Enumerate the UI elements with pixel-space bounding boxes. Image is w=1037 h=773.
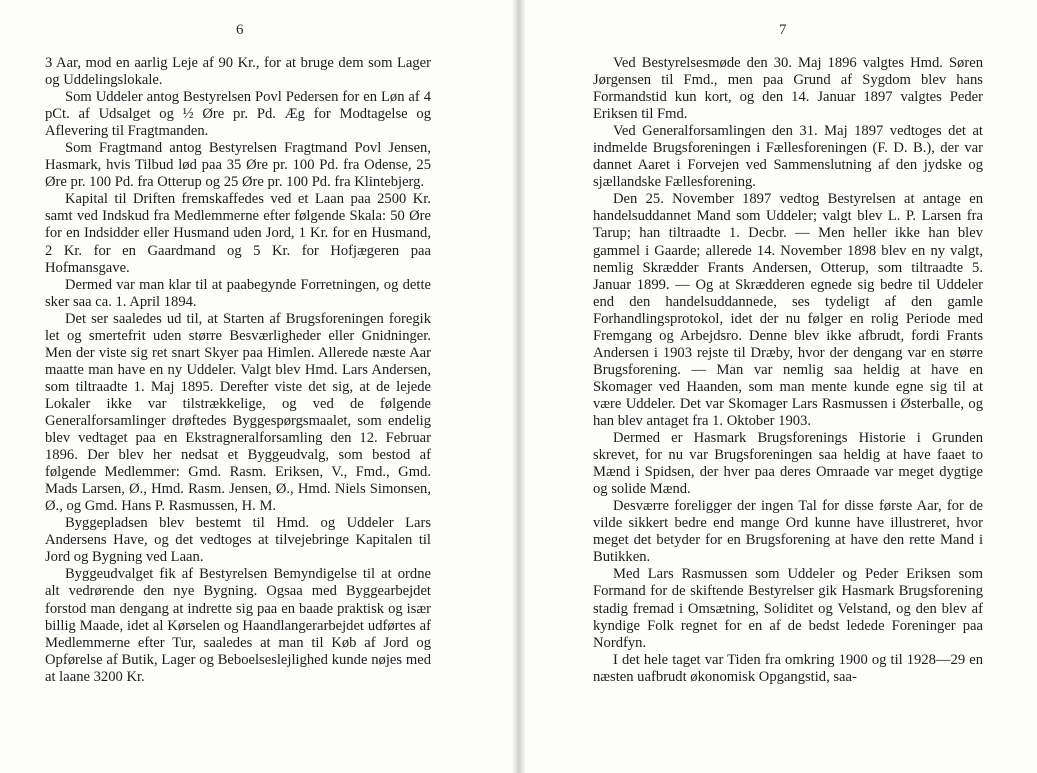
paragraph: Den 25. November 1897 vedtog Bestyrelsen at antage en handelsuddannet Mand som Uddeler; valgt blev L. P. Larsen fra Tarup; han tiltraadte 1. Decbr. — Men heller ikke han blev gammel i Gaarde; allerede 14. November 1898 blev en ny valgt, nemlig Skrædder Frants Andersen, Otterup, som tiltraadte 5. Januar 1899. — Og at Skrædderen egnede sig bedre til Uddeler end den handelsuddannede, ses tydeligt af den gamle Forhandlingsprotokol, idet der nu følger en rolig Periode med Fremgang og Arbejdsro. Denne blev ikke afbrudt, fordi Frants Andersen i 1903 rejste til Dræby, hvor der dengang var en større Brugsforening. — Man var nemlig saa heldig at have en Skomager ved Haanden, som man mente kunde egne sig til at være Uddeler. Det var Skomager Lars Rasmussen i Østerballe, og han blev antaget fra 1. Oktober 1903. [593,191,983,429]
page-number: 6 [236,22,244,38]
paragraph: Byggepladsen blev bestemt til Hmd. og Uddeler Lars Andersens Have, og det vedtoges at tilvejebringe Kapitalen til Jord og Bygning ved Laan. [45,515,431,566]
paragraph: 3 Aar, mod en aarlig Leje af 90 Kr., for at bruge dem som Lager og Uddelingslokale. [45,55,431,89]
paragraph: Dermed var man klar til at paabegynde Forretningen, og dette sker saa ca. 1. April 1894. [45,276,431,310]
page-number: 7 [779,22,787,38]
paragraph: Kapital til Driften fremskaffedes ved et Laan paa 2500 Kr. samt ved Indskud fra Medlemmerne efter følgende Skala: 50 Øre for en Indsidder eller Husmand uden Jord, 1 Kr. for en Husmand, 2 Kr. for en Gaardmand og 5 Kr. for Hofjægeren paa Hofmansgave. [45,191,431,276]
book-gutter [511,0,525,773]
page-text [593,55,983,686]
paragraph: Med Lars Rasmussen som Uddeler og Peder Eriksen som Formand for de skiftende Bestyrelser gik Hasmark Brugsforening stadig fremad i Omsætning, Soliditet og Velstand, og den blev af kyndige Folk regnet for en af de bedst ledede Foreninger paa Nordfyn. [593,566,983,651]
left-page [0,0,511,773]
paragraph: Ved Bestyrelsesmøde den 30. Maj 1896 valgtes Hmd. Søren Jørgensen til Fmd., men paa Grund af Sygdom blev hans Formandstid kun kort, og den 14. Januar 1897 valgtes Peder Eriksen til Fmd. [593,55,983,123]
page-text [45,55,431,686]
right-page [525,0,1037,773]
paragraph: Desværre foreligger der ingen Tal for disse første Aar, for de vilde sikkert bedre end mange Ord kunne have illustreret, hvor meget det betyder for en Brugsforening at have den rette Mand i Butikken. [593,498,983,566]
paragraph: I det hele taget var Tiden fra omkring 1900 og til 1928—29 en næsten uafbrudt økonomisk Opgangstid, saa- [593,651,983,685]
paragraph: Som Fragtmand antog Bestyrelsen Fragtmand Povl Jensen, Hasmark, hvis Tilbud lød paa 35 Øre pr. 100 Pd. fra Odense, 25 Øre pr. 100 Pd. fra Otterup og 25 Øre pr. 100 Pd. fra Klintebjerg. [45,140,431,191]
paragraph: Byggeudvalget fik af Bestyrelsen Bemyndigelse til at ordne alt vedrørende den nye Bygning. Ogsaa med Byggearbejdet forstod man dengang at indrette sig paa en baade praktisk og især billig Maade, idet al Kørselen og Haandlangerarbejdet udførtes af Medlemmerne efter Tur, saaledes at man til Køb af Jord og Opførelse af Butik, Lager og Beboelseslejlighed kunde nøjes med at laane 3200 Kr. [45,566,431,685]
paragraph: Det ser saaledes ud til, at Starten af Brugsforeningen foregik let og smertefrit uden større Besværligheder eller Gnidninger. Men der viste sig ret snart Skyer paa Himlen. Allerede næste Aar maatte man have en ny Uddeler. Valgt blev Hmd. Lars Andersen, som tiltraadte 1. Maj 1895. Derefter viste det sig, at de lejede Lokaler ikke var tilstrækkelige, og ved de følgende Generalforsamlinger drøftedes Byggespørgsmaalet, som endelig blev vedtaget paa en Ekstragneralforsamling den 12. Februar 1896. Der blev her nedsat et Byggeudvalg, som bestod af følgende Medlemmer: Gmd. Rasm. Eriksen, V., Fmd., Gmd. Mads Larsen, Ø., Hmd. Rasm. Jensen, Ø., Hmd. Niels Simonsen, Ø., og Gmd. Hans P. Rasmussen, H. M. [45,310,431,515]
paragraph: Som Uddeler antog Bestyrelsen Povl Pedersen for en Løn af 4 pCt. af Udsalget og ½ Øre pr. Pd. Æg for Modtagelse og Aflevering til Fragtmanden. [45,89,431,140]
paragraph: Ved Generalforsamlingen den 31. Maj 1897 vedtoges det at indmelde Brugsforeningen i Fællesforeningen (F. D. B.), der var dannet Aaret i Forvejen ved Sammenslutning af den jydske og sjællandske Fællesforening. [593,123,983,191]
paragraph: Dermed er Hasmark Brugsforenings Historie i Grunden skrevet, for nu var Brugsforeningen saa heldig at have faaet to Mænd i Spidsen, der hver paa deres Omraade var meget dygtige og solide Mænd. [593,430,983,498]
